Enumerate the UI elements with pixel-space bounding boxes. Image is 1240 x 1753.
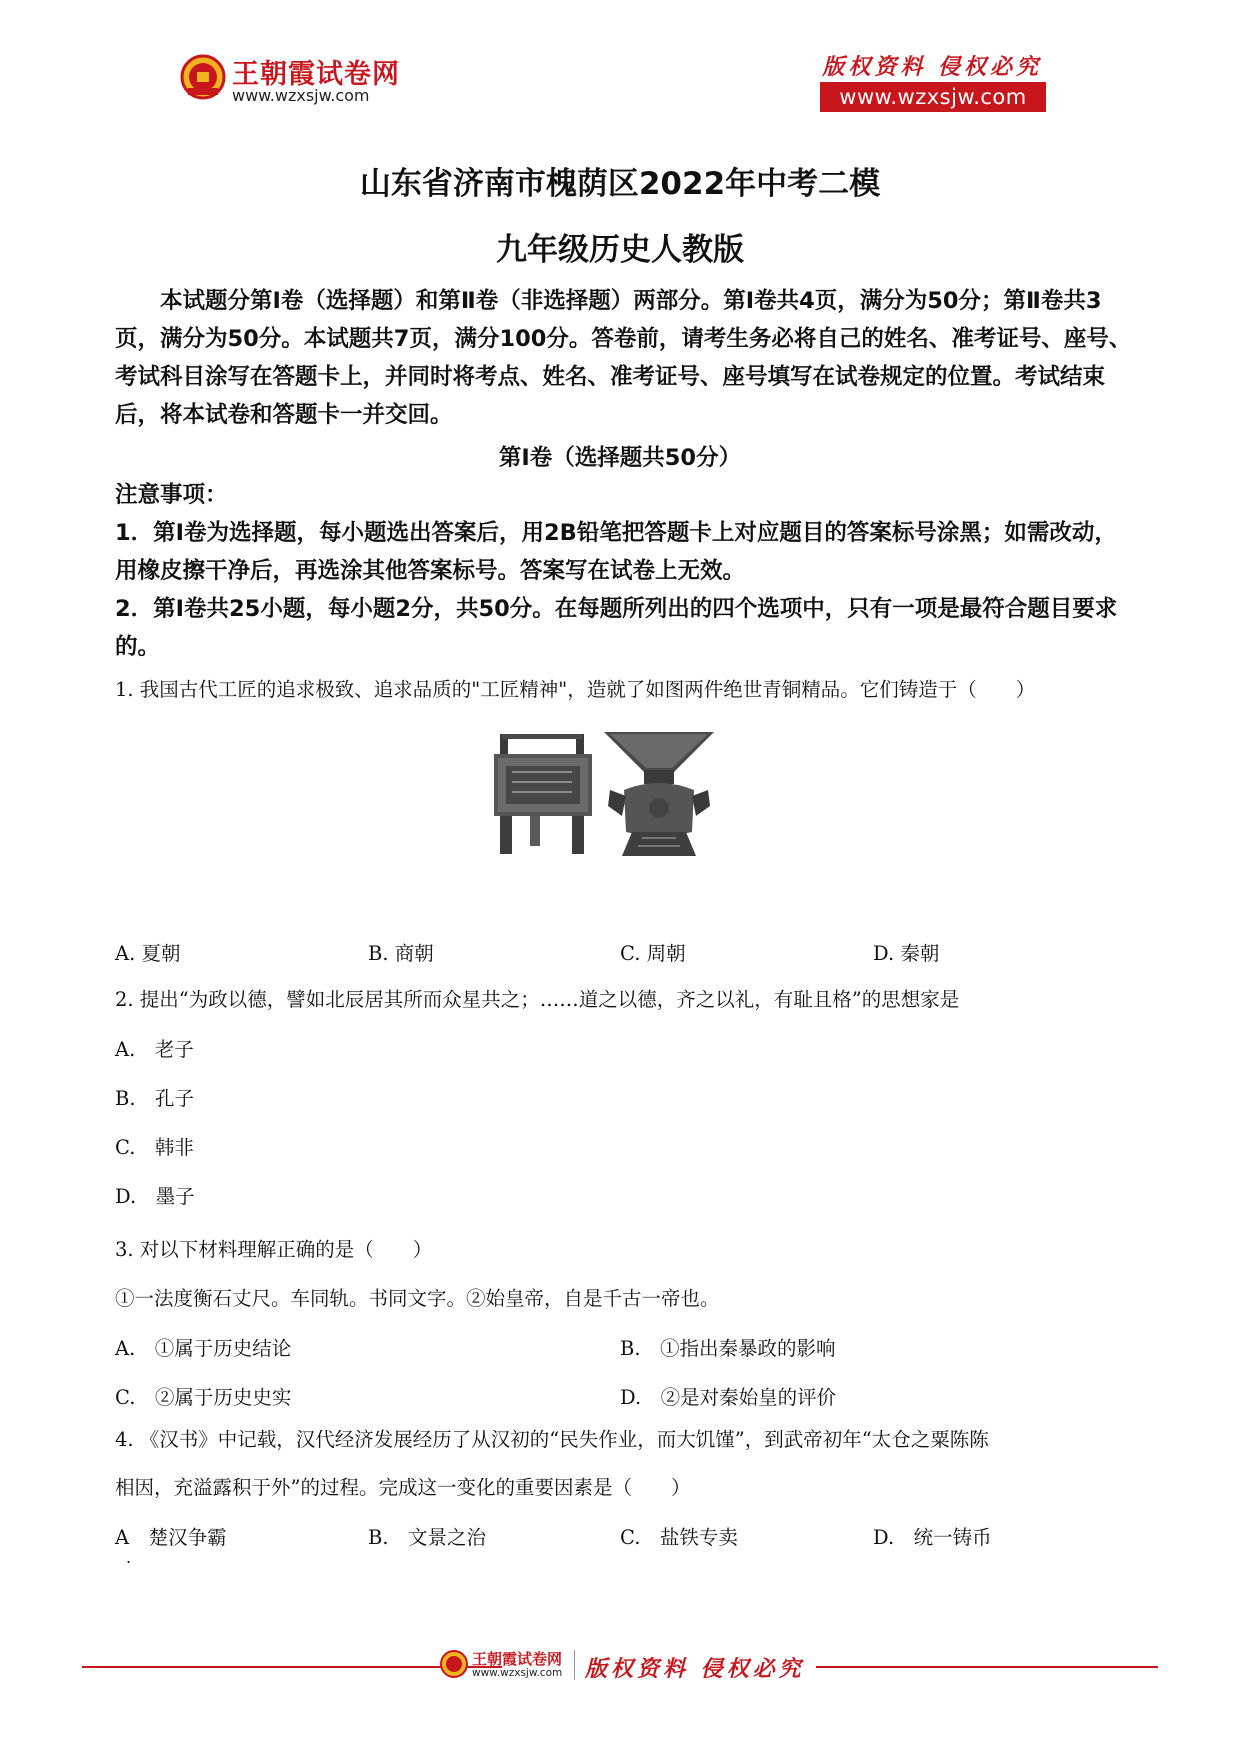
emblem-icon xyxy=(180,54,226,100)
square-ding-icon xyxy=(494,734,592,854)
footer-emblem-icon xyxy=(440,1650,468,1678)
copyright-banner xyxy=(820,50,1046,112)
footer-url[interactable]: www.wzxsjw.com xyxy=(472,1667,563,1679)
option[interactable]: A. ①属于历史结论 xyxy=(115,1337,292,1360)
footer-divider-line xyxy=(816,1666,1158,1668)
option[interactable]: A. 夏朝 xyxy=(115,942,181,965)
page-subtitle: 九年级历史人教版 xyxy=(496,232,744,268)
option[interactable]: C. 盐铁专卖 xyxy=(620,1526,738,1549)
question-4-stem: 4. 《汉书》中记载，汉代经济发展经历了从汉初的“民失作业，而大饥馑”，到武帝初年“太仓之粟陈陈 xyxy=(115,1428,989,1451)
copyright-url[interactable]: www.wzxsjw.com xyxy=(820,82,1046,112)
question-1-stem: 1. 我国古代工匠的追求极致、追求品质的"工匠精神"，造就了如图两件绝世青铜精品。它们铸造于（ ） xyxy=(115,678,1036,701)
bronze-vessels-image xyxy=(492,728,760,860)
option[interactable]: B. 商朝 xyxy=(368,942,434,965)
option[interactable]: A 楚汉争霸 xyxy=(115,1526,227,1549)
question-4-stem: 相因，充溢露积于外”的过程。完成这一变化的重要因素是（ ） xyxy=(115,1476,691,1499)
footer-divider-line xyxy=(82,1666,502,1668)
stray-mark: . xyxy=(126,1548,132,1567)
option[interactable]: C. 韩非 xyxy=(115,1136,194,1159)
option[interactable]: B. 孔子 xyxy=(115,1087,195,1110)
logo-name: 王朝霞试卷网 xyxy=(232,59,400,90)
question-3-material: ①一法度衡石丈尺。车同轨。书同文字。②始皇帝，自是千古一帝也。 xyxy=(115,1287,720,1310)
page-title: 山东省济南市槐荫区2022年中考二模 xyxy=(359,166,881,202)
ram-zun-icon xyxy=(604,732,714,856)
footer-copyright: 版权资料 侵权必究 xyxy=(585,1656,805,1682)
option[interactable]: C. 周朝 xyxy=(620,942,686,965)
option[interactable]: A. 老子 xyxy=(115,1038,194,1061)
notes xyxy=(115,476,1135,666)
logo-url[interactable]: www.wzxsjw.com xyxy=(232,86,370,105)
notes-item: 2．第Ⅰ卷共25小题，每小题2分，共50分。在每题所列出的四个选项中，只有一项是最符合题目要求的。 xyxy=(115,596,1118,660)
option[interactable]: B. 文景之治 xyxy=(368,1526,487,1549)
option[interactable]: D. 墨子 xyxy=(115,1185,195,1208)
option[interactable]: D. 统一铸币 xyxy=(873,1526,992,1549)
notes-item: 1．第Ⅰ卷为选择题，每小题选出答案后，用2B铅笔把答题卡上对应题目的答案标号涂黑；如需改动，用橡皮擦干净后，再选涂其他答案标号。答案写在试卷上无效。 xyxy=(115,520,1117,584)
option[interactable]: D. 秦朝 xyxy=(873,942,940,965)
notes-heading: 注意事项： xyxy=(115,482,228,508)
section-title: 第Ⅰ卷（选择题共50分） xyxy=(498,445,742,471)
option[interactable]: D. ②是对秦始皇的评价 xyxy=(620,1386,837,1409)
exam-instructions: 本试题分第Ⅰ卷（选择题）和第Ⅱ卷（非选择题）两部分。第Ⅰ卷共4页，满分为50分；第Ⅱ卷共3页，满分为50分。本试题共7页，满分100分。答卷前，请考生务必将自己的姓名、准考证号、座号、考试科目涂写在答题卡上，并同时将考点、姓名、准考证号、座号填写在试卷规定的位置。考试结束后，将本试卷和答题卡一并交回。 xyxy=(115,288,1132,428)
question-3-stem: 3. 对以下材料理解正确的是（ ） xyxy=(115,1238,433,1261)
footer-separator xyxy=(574,1650,575,1680)
copyright-text: 版权资料 侵权必究 xyxy=(822,54,1042,80)
question-2-stem: 2. 提出“为政以德，譬如北辰居其所而众星共之；……道之以德，齐之以礼，有耻且格”的思想家是 xyxy=(115,988,960,1011)
option[interactable]: C. ②属于历史史实 xyxy=(115,1386,292,1409)
site-logo xyxy=(180,50,440,112)
footer-logo-name: 王朝霞试卷网 xyxy=(472,1650,563,1668)
option[interactable]: B. ①指出秦暴政的影响 xyxy=(620,1337,836,1360)
